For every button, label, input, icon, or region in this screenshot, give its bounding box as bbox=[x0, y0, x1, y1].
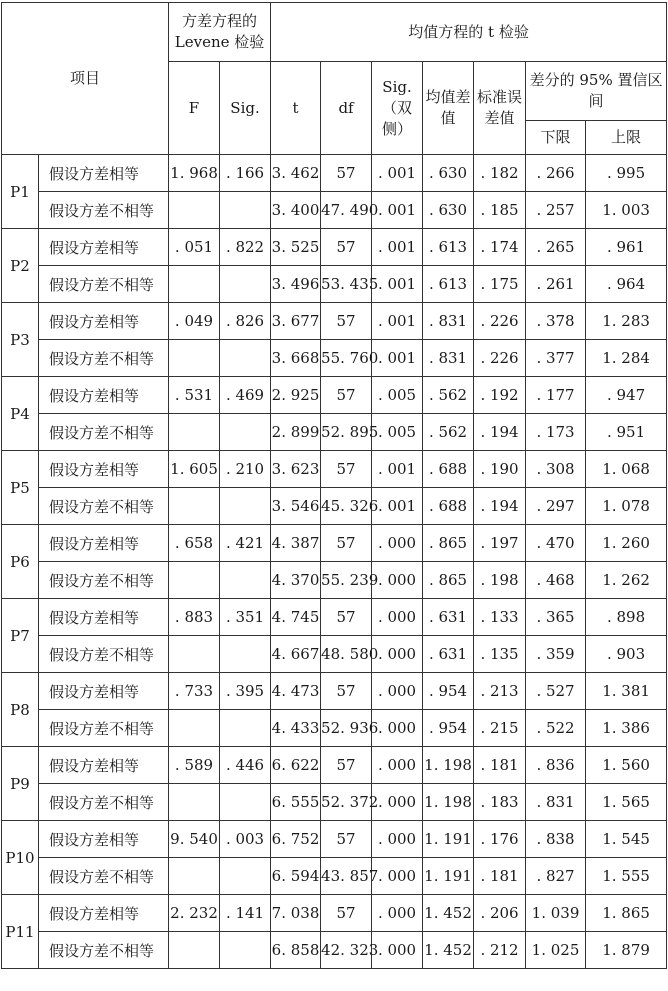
variance-assumption: 假设方差不相等 bbox=[39, 562, 169, 599]
std-error-difference: . 135 bbox=[474, 636, 526, 673]
table-row bbox=[2, 599, 667, 636]
std-error-difference: . 194 bbox=[474, 414, 526, 451]
sig-two-tailed: . 001 bbox=[372, 266, 423, 303]
mean-difference: . 630 bbox=[423, 192, 474, 229]
f-value bbox=[169, 636, 220, 673]
ci-lower: . 522 bbox=[526, 710, 586, 747]
df-value: 57 bbox=[321, 821, 372, 858]
header-sig-two-tailed: Sig.（双侧） bbox=[372, 62, 423, 155]
variance-assumption: 假设方差不相等 bbox=[39, 192, 169, 229]
std-error-difference: . 206 bbox=[474, 895, 526, 932]
table-row bbox=[2, 451, 667, 488]
t-value: 3. 546 bbox=[271, 488, 321, 525]
ci-upper: . 898 bbox=[586, 599, 667, 636]
item-id: P10 bbox=[2, 821, 39, 895]
variance-assumption: 假设方差不相等 bbox=[39, 710, 169, 747]
levene-sig bbox=[220, 266, 271, 303]
ci-upper: . 961 bbox=[586, 229, 667, 266]
f-value bbox=[169, 414, 220, 451]
ci-lower: . 827 bbox=[526, 858, 586, 895]
mean-difference: 1. 191 bbox=[423, 821, 474, 858]
ci-lower: . 377 bbox=[526, 340, 586, 377]
std-error-difference: . 174 bbox=[474, 229, 526, 266]
ci-upper: 1. 260 bbox=[586, 525, 667, 562]
t-value: 7. 038 bbox=[271, 895, 321, 932]
df-value: 43. 857 bbox=[321, 858, 372, 895]
df-value: 57 bbox=[321, 895, 372, 932]
variance-assumption: 假设方差相等 bbox=[39, 525, 169, 562]
t-value: 2. 925 bbox=[271, 377, 321, 414]
sig-two-tailed: . 000 bbox=[372, 636, 423, 673]
sig-two-tailed: . 000 bbox=[372, 932, 423, 969]
std-error-difference: . 213 bbox=[474, 673, 526, 710]
t-value: 3. 525 bbox=[271, 229, 321, 266]
levene-sig: . 141 bbox=[220, 895, 271, 932]
std-error-difference: . 192 bbox=[474, 377, 526, 414]
mean-difference: . 613 bbox=[423, 229, 474, 266]
std-error-difference: . 133 bbox=[474, 599, 526, 636]
ci-lower: . 836 bbox=[526, 747, 586, 784]
table-row bbox=[2, 710, 667, 747]
header-f: F bbox=[169, 62, 220, 155]
levene-sig bbox=[220, 932, 271, 969]
item-id: P3 bbox=[2, 303, 39, 377]
sig-two-tailed: . 000 bbox=[372, 525, 423, 562]
df-value: 42. 323 bbox=[321, 932, 372, 969]
sig-two-tailed: . 001 bbox=[372, 192, 423, 229]
df-value: 52. 372 bbox=[321, 784, 372, 821]
table-row bbox=[2, 192, 667, 229]
f-value: 9. 540 bbox=[169, 821, 220, 858]
header-t: t bbox=[271, 62, 321, 155]
ci-lower: . 297 bbox=[526, 488, 586, 525]
mean-difference: 1. 452 bbox=[423, 895, 474, 932]
df-value: 57 bbox=[321, 747, 372, 784]
variance-assumption: 假设方差相等 bbox=[39, 821, 169, 858]
sig-two-tailed: . 001 bbox=[372, 451, 423, 488]
std-error-difference: . 176 bbox=[474, 821, 526, 858]
variance-assumption: 假设方差不相等 bbox=[39, 414, 169, 451]
f-value bbox=[169, 192, 220, 229]
variance-assumption: 假设方差相等 bbox=[39, 229, 169, 266]
t-value: 4. 745 bbox=[271, 599, 321, 636]
ci-upper: 1. 262 bbox=[586, 562, 667, 599]
sig-two-tailed: . 000 bbox=[372, 599, 423, 636]
mean-difference: . 865 bbox=[423, 525, 474, 562]
df-value: 57 bbox=[321, 599, 372, 636]
mean-difference: . 562 bbox=[423, 414, 474, 451]
ci-upper: . 903 bbox=[586, 636, 667, 673]
ci-upper: 1. 879 bbox=[586, 932, 667, 969]
sig-two-tailed: . 000 bbox=[372, 858, 423, 895]
t-value: 2. 899 bbox=[271, 414, 321, 451]
std-error-difference: . 198 bbox=[474, 562, 526, 599]
ci-lower: . 468 bbox=[526, 562, 586, 599]
df-value: 57 bbox=[321, 155, 372, 192]
ci-upper: 1. 381 bbox=[586, 673, 667, 710]
levene-sig: . 446 bbox=[220, 747, 271, 784]
levene-sig bbox=[220, 636, 271, 673]
table-row bbox=[2, 303, 667, 340]
table-row bbox=[2, 784, 667, 821]
t-value: 4. 387 bbox=[271, 525, 321, 562]
ci-lower: 1. 025 bbox=[526, 932, 586, 969]
variance-assumption: 假设方差相等 bbox=[39, 451, 169, 488]
levene-sig: . 166 bbox=[220, 155, 271, 192]
levene-sig: . 351 bbox=[220, 599, 271, 636]
df-value: 57 bbox=[321, 303, 372, 340]
sig-two-tailed: . 000 bbox=[372, 895, 423, 932]
ci-lower: . 308 bbox=[526, 451, 586, 488]
f-value bbox=[169, 784, 220, 821]
std-error-difference: . 175 bbox=[474, 266, 526, 303]
variance-assumption: 假设方差相等 bbox=[39, 155, 169, 192]
f-value: 1. 968 bbox=[169, 155, 220, 192]
ci-lower: . 831 bbox=[526, 784, 586, 821]
levene-sig bbox=[220, 414, 271, 451]
table-row bbox=[2, 377, 667, 414]
item-id: P1 bbox=[2, 155, 39, 229]
f-value bbox=[169, 340, 220, 377]
levene-sig: . 003 bbox=[220, 821, 271, 858]
independent-samples-t-test-table bbox=[1, 2, 667, 969]
levene-sig bbox=[220, 784, 271, 821]
table-row bbox=[2, 858, 667, 895]
t-value: 4. 433 bbox=[271, 710, 321, 747]
variance-assumption: 假设方差相等 bbox=[39, 599, 169, 636]
sig-two-tailed: . 000 bbox=[372, 710, 423, 747]
variance-assumption: 假设方差不相等 bbox=[39, 784, 169, 821]
t-value: 6. 752 bbox=[271, 821, 321, 858]
df-value: 57 bbox=[321, 451, 372, 488]
ci-lower: . 527 bbox=[526, 673, 586, 710]
item-id: P8 bbox=[2, 673, 39, 747]
ci-upper: 1. 545 bbox=[586, 821, 667, 858]
f-value: 2. 232 bbox=[169, 895, 220, 932]
levene-sig bbox=[220, 340, 271, 377]
std-error-difference: . 226 bbox=[474, 340, 526, 377]
t-value: 6. 858 bbox=[271, 932, 321, 969]
f-value: . 049 bbox=[169, 303, 220, 340]
mean-difference: . 688 bbox=[423, 451, 474, 488]
variance-assumption: 假设方差相等 bbox=[39, 747, 169, 784]
t-value: 4. 667 bbox=[271, 636, 321, 673]
sig-two-tailed: . 000 bbox=[372, 562, 423, 599]
item-id: P5 bbox=[2, 451, 39, 525]
df-value: 53. 435 bbox=[321, 266, 372, 303]
table-row bbox=[2, 821, 667, 858]
ci-lower: . 838 bbox=[526, 821, 586, 858]
levene-sig bbox=[220, 488, 271, 525]
levene-sig: . 826 bbox=[220, 303, 271, 340]
header-mean-difference: 均值差值 bbox=[423, 62, 474, 155]
ci-lower: 1. 039 bbox=[526, 895, 586, 932]
variance-assumption: 假设方差不相等 bbox=[39, 858, 169, 895]
levene-sig bbox=[220, 192, 271, 229]
ci-lower: . 266 bbox=[526, 155, 586, 192]
ci-upper: . 951 bbox=[586, 414, 667, 451]
variance-assumption: 假设方差不相等 bbox=[39, 488, 169, 525]
t-value: 6. 555 bbox=[271, 784, 321, 821]
t-value: 3. 668 bbox=[271, 340, 321, 377]
header-lower: 下限 bbox=[526, 121, 586, 155]
t-value: 6. 594 bbox=[271, 858, 321, 895]
df-value: 57 bbox=[321, 377, 372, 414]
item-id: P2 bbox=[2, 229, 39, 303]
ci-upper: 1. 068 bbox=[586, 451, 667, 488]
variance-assumption: 假设方差不相等 bbox=[39, 266, 169, 303]
t-value: 4. 370 bbox=[271, 562, 321, 599]
table-row bbox=[2, 562, 667, 599]
ci-lower: . 365 bbox=[526, 599, 586, 636]
f-value: . 051 bbox=[169, 229, 220, 266]
table-row bbox=[2, 266, 667, 303]
f-value: . 658 bbox=[169, 525, 220, 562]
header-sig: Sig. bbox=[220, 62, 271, 155]
ci-lower: . 359 bbox=[526, 636, 586, 673]
header-std-error-difference: 标准误差值 bbox=[474, 62, 526, 155]
table-row bbox=[2, 525, 667, 562]
variance-assumption: 假设方差相等 bbox=[39, 377, 169, 414]
item-id: P6 bbox=[2, 525, 39, 599]
ci-upper: . 995 bbox=[586, 155, 667, 192]
df-value: 48. 580 bbox=[321, 636, 372, 673]
table-row bbox=[2, 636, 667, 673]
sig-two-tailed: . 000 bbox=[372, 784, 423, 821]
sig-two-tailed: . 001 bbox=[372, 488, 423, 525]
df-value: 57 bbox=[321, 673, 372, 710]
table-body bbox=[2, 155, 667, 969]
f-value bbox=[169, 562, 220, 599]
levene-sig bbox=[220, 710, 271, 747]
ci-upper: 1. 560 bbox=[586, 747, 667, 784]
ci-lower: . 257 bbox=[526, 192, 586, 229]
df-value: 47. 490 bbox=[321, 192, 372, 229]
mean-difference: . 630 bbox=[423, 155, 474, 192]
mean-difference: . 613 bbox=[423, 266, 474, 303]
header-confidence-interval: 差分的 95% 置信区间 bbox=[526, 62, 667, 121]
header-upper: 上限 bbox=[586, 121, 667, 155]
t-value: 3. 677 bbox=[271, 303, 321, 340]
std-error-difference: . 212 bbox=[474, 932, 526, 969]
t-value: 3. 400 bbox=[271, 192, 321, 229]
sig-two-tailed: . 001 bbox=[372, 340, 423, 377]
levene-sig: . 822 bbox=[220, 229, 271, 266]
item-id: P4 bbox=[2, 377, 39, 451]
mean-difference: 1. 198 bbox=[423, 784, 474, 821]
std-error-difference: . 215 bbox=[474, 710, 526, 747]
sig-two-tailed: . 000 bbox=[372, 747, 423, 784]
variance-assumption: 假设方差不相等 bbox=[39, 636, 169, 673]
table-row bbox=[2, 414, 667, 451]
ci-upper: . 947 bbox=[586, 377, 667, 414]
sig-two-tailed: . 005 bbox=[372, 414, 423, 451]
ci-upper: 1. 555 bbox=[586, 858, 667, 895]
t-value: 3. 496 bbox=[271, 266, 321, 303]
df-value: 55. 239 bbox=[321, 562, 372, 599]
variance-assumption: 假设方差相等 bbox=[39, 303, 169, 340]
ci-upper: 1. 386 bbox=[586, 710, 667, 747]
df-value: 55. 760 bbox=[321, 340, 372, 377]
t-value: 4. 473 bbox=[271, 673, 321, 710]
levene-sig: . 395 bbox=[220, 673, 271, 710]
ci-lower: . 378 bbox=[526, 303, 586, 340]
ci-lower: . 470 bbox=[526, 525, 586, 562]
levene-sig: . 210 bbox=[220, 451, 271, 488]
sig-two-tailed: . 001 bbox=[372, 229, 423, 266]
f-value bbox=[169, 710, 220, 747]
sig-two-tailed: . 001 bbox=[372, 155, 423, 192]
header-df: df bbox=[321, 62, 372, 155]
t-value: 6. 622 bbox=[271, 747, 321, 784]
mean-difference: 1. 452 bbox=[423, 932, 474, 969]
levene-sig bbox=[220, 562, 271, 599]
variance-assumption: 假设方差相等 bbox=[39, 673, 169, 710]
sig-two-tailed: . 000 bbox=[372, 673, 423, 710]
mean-difference: . 831 bbox=[423, 340, 474, 377]
ci-upper: . 964 bbox=[586, 266, 667, 303]
f-value bbox=[169, 858, 220, 895]
table-row bbox=[2, 747, 667, 784]
std-error-difference: . 226 bbox=[474, 303, 526, 340]
table-row bbox=[2, 895, 667, 932]
std-error-difference: . 183 bbox=[474, 784, 526, 821]
ci-upper: 1. 003 bbox=[586, 192, 667, 229]
mean-difference: . 562 bbox=[423, 377, 474, 414]
table-row bbox=[2, 155, 667, 192]
mean-difference: . 631 bbox=[423, 599, 474, 636]
ci-upper: 1. 284 bbox=[586, 340, 667, 377]
df-value: 52. 895 bbox=[321, 414, 372, 451]
ci-upper: 1. 283 bbox=[586, 303, 667, 340]
f-value bbox=[169, 266, 220, 303]
f-value: . 733 bbox=[169, 673, 220, 710]
mean-difference: . 954 bbox=[423, 710, 474, 747]
ci-upper: 1. 078 bbox=[586, 488, 667, 525]
item-id: P7 bbox=[2, 599, 39, 673]
ci-upper: 1. 865 bbox=[586, 895, 667, 932]
df-value: 57 bbox=[321, 525, 372, 562]
df-value: 45. 326 bbox=[321, 488, 372, 525]
f-value: . 531 bbox=[169, 377, 220, 414]
ci-lower: . 265 bbox=[526, 229, 586, 266]
variance-assumption: 假设方差相等 bbox=[39, 895, 169, 932]
std-error-difference: . 197 bbox=[474, 525, 526, 562]
sig-two-tailed: . 001 bbox=[372, 303, 423, 340]
mean-difference: . 688 bbox=[423, 488, 474, 525]
header-t-test-for-means: 均值方程的 t 检验 bbox=[271, 3, 667, 62]
header-item: 项目 bbox=[2, 3, 169, 155]
f-value bbox=[169, 488, 220, 525]
table-row bbox=[2, 488, 667, 525]
ci-lower: . 177 bbox=[526, 377, 586, 414]
f-value: 1. 605 bbox=[169, 451, 220, 488]
levene-sig: . 469 bbox=[220, 377, 271, 414]
levene-sig bbox=[220, 858, 271, 895]
df-value: 52. 936 bbox=[321, 710, 372, 747]
mean-difference: . 631 bbox=[423, 636, 474, 673]
levene-sig: . 421 bbox=[220, 525, 271, 562]
std-error-difference: . 181 bbox=[474, 858, 526, 895]
t-value: 3. 462 bbox=[271, 155, 321, 192]
variance-assumption: 假设方差不相等 bbox=[39, 932, 169, 969]
item-id: P9 bbox=[2, 747, 39, 821]
f-value: . 883 bbox=[169, 599, 220, 636]
ci-upper: 1. 565 bbox=[586, 784, 667, 821]
sig-two-tailed: . 000 bbox=[372, 821, 423, 858]
t-value: 3. 623 bbox=[271, 451, 321, 488]
mean-difference: 1. 198 bbox=[423, 747, 474, 784]
std-error-difference: . 181 bbox=[474, 747, 526, 784]
table-row bbox=[2, 229, 667, 266]
mean-difference: . 865 bbox=[423, 562, 474, 599]
df-value: 57 bbox=[321, 229, 372, 266]
ci-lower: . 173 bbox=[526, 414, 586, 451]
table-row bbox=[2, 932, 667, 969]
mean-difference: 1. 191 bbox=[423, 858, 474, 895]
table-row bbox=[2, 673, 667, 710]
std-error-difference: . 194 bbox=[474, 488, 526, 525]
f-value: . 589 bbox=[169, 747, 220, 784]
table-row bbox=[2, 340, 667, 377]
sig-two-tailed: . 005 bbox=[372, 377, 423, 414]
mean-difference: . 954 bbox=[423, 673, 474, 710]
ci-lower: . 261 bbox=[526, 266, 586, 303]
variance-assumption: 假设方差不相等 bbox=[39, 340, 169, 377]
header-levene-test: 方差方程的 Levene 检验 bbox=[169, 3, 271, 62]
f-value bbox=[169, 932, 220, 969]
std-error-difference: . 185 bbox=[474, 192, 526, 229]
std-error-difference: . 182 bbox=[474, 155, 526, 192]
item-id: P11 bbox=[2, 895, 39, 969]
mean-difference: . 831 bbox=[423, 303, 474, 340]
std-error-difference: . 190 bbox=[474, 451, 526, 488]
